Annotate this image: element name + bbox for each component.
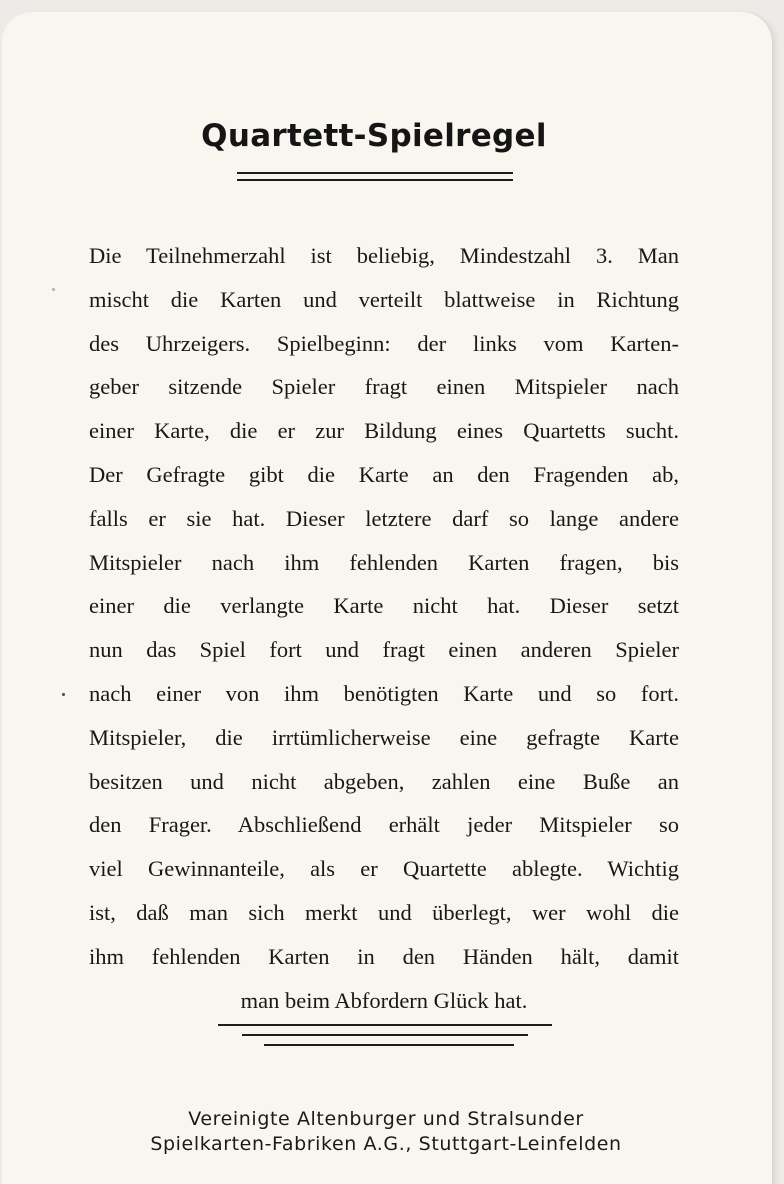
rules-paragraph [89,234,679,1022]
rules-line: den Frager. Abschließend erhält jeder Mitspieler so [89,812,679,838]
rules-line: einer Karte, die er zur Bildung eines Quartetts sucht. [89,418,679,444]
publisher-imprint [2,1107,770,1157]
card-title: Quartett-Spielregel [201,118,547,154]
divider-line-1 [218,1024,552,1026]
rules-line: geber sitzende Spieler fragt einen Mitspieler nach [89,374,679,400]
rules-line: einer die verlangte Karte nicht hat. Dieser setzt [89,593,679,619]
rules-line: ihm fehlenden Karten in den Händen hält, damit [89,943,679,969]
divider-line-3 [264,1044,514,1046]
rules-line: Der Gefragte gibt die Karte an den Fragenden ab, [89,461,679,487]
rules-line: besitzen und nicht abgeben, zahlen eine Buße an [89,768,679,794]
publisher-line-1: Vereinigte Altenburger und Stralsunder [188,1108,584,1130]
rules-line: Die Teilnehmerzahl ist beliebig, Mindestzahl 3. Man [89,243,679,268]
divider-line-2 [242,1034,528,1036]
rules-line: Mitspieler, die irrtümlicherweise eine gefragte Karte [89,724,679,750]
rules-line: mischt die Karten und verteilt blattweise in Richtung [89,286,679,312]
publisher-line-2: Spielkarten-Fabriken A.G., Stuttgart-Leinfelden [150,1133,622,1155]
rules-line-final: man beim Abfordern Glück hat. [240,987,528,1013]
rules-line: nach einer von ihm benötigten Karte und so fort. [89,680,679,706]
rule-card [2,12,772,1184]
rules-line: nun das Spiel fort und fragt einen anderen Spieler [89,637,679,663]
rules-line: ist, daß man sich merkt und überlegt, wer wohl die [89,899,679,925]
title-underline-top [237,172,513,174]
rules-line: viel Gewinnanteile, als er Quartette ablegte. Wichtig [89,856,679,882]
print-speck [62,693,65,696]
print-speck [52,288,55,291]
rules-line: Mitspieler nach ihm fehlenden Karten fragen, bis [89,549,679,575]
rules-line: falls er sie hat. Dieser letztere darf so lange andere [89,505,679,531]
rules-line: des Uhrzeigers. Spielbeginn: der links vom Karten- [89,330,679,356]
title-underline-bottom [237,179,513,181]
